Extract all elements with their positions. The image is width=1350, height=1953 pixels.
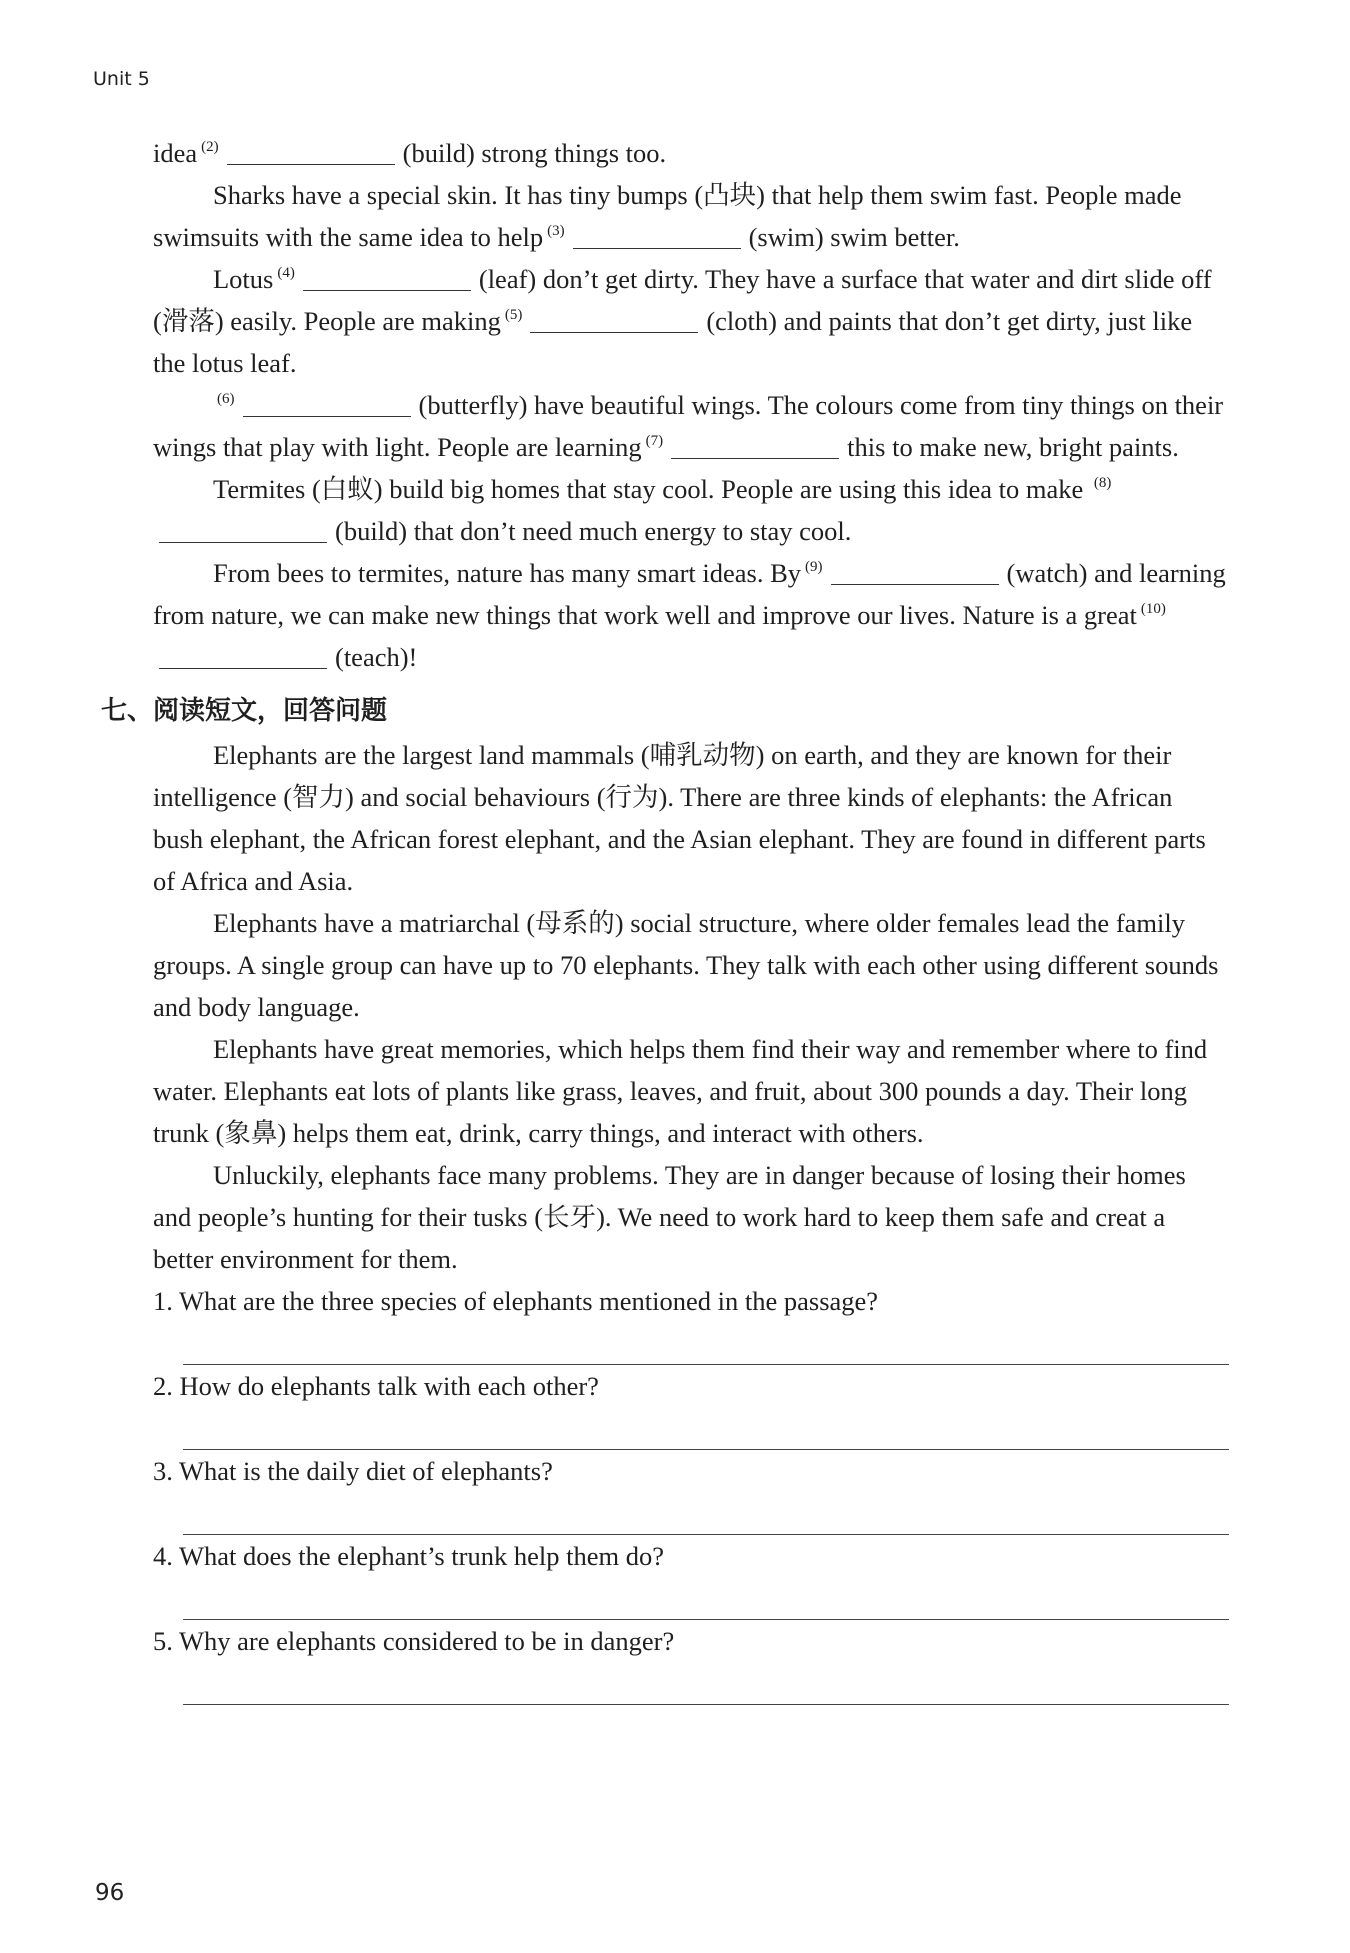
reading-paragraph: Elephants are the largest land mammals (哺乳动物) on earth, and they are known for their intelligence (智力) and social behaviours (行为). There are three kinds of elephants: the African bush elephant, the African forest elephant, and the Asian elephant. They are found in different parts of Africa and Asia. (153, 740, 1206, 896)
answer-line-2[interactable] (183, 1407, 1229, 1450)
cloze-text: Termites (白蚁) build big homes that stay cool. People are using this idea to make (213, 474, 1084, 504)
blank-number: (3) (547, 223, 565, 239)
page-number: 96 (95, 1880, 125, 1906)
cloze-text: (build) strong things too. (402, 138, 667, 168)
blank-10[interactable] (159, 642, 327, 669)
cloze-text: (cloth) and paints that don’t get dirty, just like the lotus leaf. (153, 306, 1193, 378)
answer-line-1[interactable] (183, 1322, 1229, 1365)
reading-paragraph: Unluckily, elephants face many problems. They are in danger because of losing their homes and people’s hunting for their tusks (长牙). We need to work hard to keep them safe and creat a better environment for them. (153, 1160, 1186, 1274)
blank-number: (5) (504, 307, 523, 323)
blank-6[interactable] (243, 390, 411, 417)
answer-line-4[interactable] (183, 1577, 1229, 1620)
cloze-text: From bees to termites, nature has many smart ideas. By (213, 558, 802, 588)
cloze-paragraph-5 (153, 468, 1229, 552)
cloze-paragraph-4 (153, 384, 1229, 468)
cloze-text: (watch) and learning from nature, we can make new things that work well and improve our lives. Nature is a great (153, 558, 1226, 630)
blank-number: (8) (1093, 475, 1112, 491)
page-content (101, 132, 1229, 1705)
question-3: 3. What is the daily diet of elephants? (153, 1456, 553, 1486)
cloze-paragraph-2 (153, 174, 1229, 258)
question-4: 4. What does the elephant’s trunk help them do? (153, 1541, 664, 1571)
cloze-text: Lotus (213, 264, 274, 294)
section-7-heading: 七、阅读短文，回答问题 (101, 696, 388, 726)
cloze-paragraph-6 (153, 552, 1229, 678)
cloze-text: (build) that don’t need much energy to stay cool. (335, 516, 852, 546)
cloze-text: (butterfly) have beautiful wings. The colours come from tiny things on their wings that play with light. People are learning (153, 390, 1224, 462)
reading-paragraph: Elephants have great memories, which helps them find their way and remember where to find water. Elephants eat lots of plants like grass, leaves, and fruit, about 300 pounds a day. Their long trunk (象鼻) helps them eat, drink, carry things, and interact with others. (153, 1034, 1208, 1148)
blank-number: (4) (277, 265, 295, 281)
blank-number: (7) (645, 433, 664, 449)
blank-number: (9) (805, 559, 823, 575)
cloze-text: Sharks have a special skin. It has tiny bumps (凸块) that help them swim fast. People made swimsuits with the same idea to help (153, 180, 1182, 252)
cloze-text: (swim) swim better. (748, 222, 960, 252)
blank-number: (2) (201, 139, 219, 155)
unit-label: Unit 5 (93, 68, 150, 90)
cloze-text: idea (153, 138, 198, 168)
cloze-text: (leaf) don’t get dirty. They have a surface that water and dirt slide off (滑落) easily. People are making (153, 264, 1212, 336)
blank-7[interactable] (671, 432, 839, 459)
blank-4[interactable] (303, 264, 471, 291)
cloze-text: (teach)! (335, 642, 418, 672)
question-5: 5. Why are elephants considered to be in danger? (153, 1626, 675, 1656)
blank-2[interactable] (227, 138, 395, 165)
cloze-paragraph-1 (153, 132, 1229, 174)
answer-line-3[interactable] (183, 1492, 1229, 1535)
blank-8[interactable] (159, 516, 327, 543)
question-2: 2. How do elephants talk with each other? (153, 1371, 599, 1401)
cloze-text: this to make new, bright paints. (847, 432, 1179, 462)
answer-line-5[interactable] (183, 1662, 1229, 1705)
blank-9[interactable] (831, 558, 999, 585)
reading-paragraph: Elephants have a matriarchal (母系的) social structure, where older females lead the family groups. A single group can have up to 70 elephants. They talk with each other using different sounds and body language. (153, 908, 1219, 1022)
cloze-paragraph-3 (153, 258, 1229, 384)
blank-number: (10) (1140, 601, 1166, 617)
question-1: 1. What are the three species of elephants mentioned in the passage? (153, 1286, 879, 1316)
blank-number: (6) (217, 391, 235, 407)
blank-5[interactable] (530, 306, 698, 333)
blank-3[interactable] (573, 222, 741, 249)
